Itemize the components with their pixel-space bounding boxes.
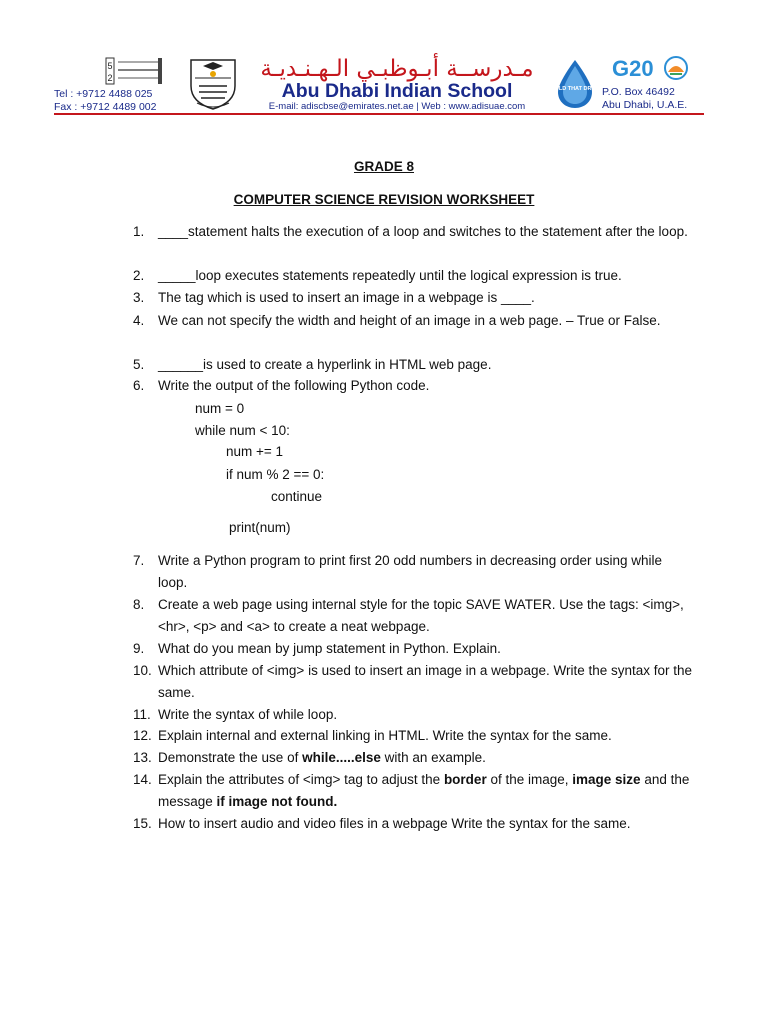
question-number: 13. xyxy=(133,750,152,765)
question-text: Write the syntax of while loop. xyxy=(158,707,338,722)
question-item xyxy=(133,550,693,594)
question-item xyxy=(133,265,693,287)
question-item xyxy=(133,704,693,726)
question-number: 7. xyxy=(133,553,145,568)
code-line: num = 0 xyxy=(195,401,245,416)
keyword-bold: image size xyxy=(572,772,641,787)
question-item xyxy=(133,638,693,660)
question-text: Write the output of the following Python code. xyxy=(158,378,430,393)
question-text: We can not specify the width and height of an image in a web page. – True or False. xyxy=(158,313,661,328)
question-number: 15. xyxy=(133,816,152,831)
email-web-line: E-mail: adiscbse@emirates.net.ae | Web : www.adisuae.com xyxy=(268,101,526,112)
letterhead-divider xyxy=(54,113,704,115)
code-line: while num < 10: xyxy=(195,423,290,438)
question-item xyxy=(133,594,693,638)
code-line: if num % 2 == 0: xyxy=(226,467,325,482)
question-item xyxy=(133,660,693,704)
question-item xyxy=(133,287,693,309)
code-line: continue xyxy=(271,489,323,504)
question-number: 11. xyxy=(133,707,151,722)
code-line: num += 1 xyxy=(226,444,284,459)
question-text: ______is used to create a hyperlink in HTML web page. xyxy=(158,357,492,372)
question-text: Explain internal and external linking in HTML. Write the syntax for the same. xyxy=(158,728,612,743)
iso-certificate-logo xyxy=(80,56,192,86)
question-text: ____statement halts the execution of a loop and switches to the statement after the loop. xyxy=(158,224,688,239)
po-box: P.O. Box 46492 xyxy=(602,86,675,98)
letterhead xyxy=(54,54,704,116)
question-number: 1. xyxy=(133,224,145,239)
question-number: 10. xyxy=(133,663,152,678)
question-text: Demonstrate the use of while.....else with an example. xyxy=(158,750,486,765)
water-drop-icon xyxy=(550,58,600,110)
question-text: How to insert audio and video files in a webpage Write the syntax for the same. xyxy=(158,816,631,831)
drop-logo-text: HOLD THAT DROP xyxy=(550,86,600,92)
keyword-bold: if image not found. xyxy=(216,794,338,809)
keyword-bold: while.....else xyxy=(302,750,381,765)
question-item xyxy=(133,354,693,376)
school-name-arabic: مـدرســة أبـوظبـي الـهـنـديـة xyxy=(260,56,534,82)
g20-logo-icon xyxy=(610,54,694,82)
telephone: Tel : +9712 4488 025 xyxy=(54,88,153,100)
question-text: Explain the attributes of <img> tag to adjust the border of the image, image size and the message if image not found. xyxy=(158,772,690,809)
worksheet-title: COMPUTER SCIENCE REVISION WORKSHEET xyxy=(233,192,535,207)
question-text: Write a Python program to print first 20 odd numbers in decreasing order using while loop. xyxy=(158,553,663,590)
question-number: 6. xyxy=(133,378,145,393)
question-number: 5. xyxy=(133,357,145,372)
keyword-bold: border xyxy=(443,772,487,787)
question-item xyxy=(133,221,693,243)
question-text: What do you mean by jump statement in Python. Explain. xyxy=(158,641,501,656)
question-number: 2. xyxy=(133,268,145,283)
school-name-english: Abu Dhabi Indian School xyxy=(281,80,513,102)
question-number: 3. xyxy=(133,290,145,305)
question-number: 8. xyxy=(133,597,145,612)
phone-fax-block xyxy=(54,88,156,114)
svg-text:5: 5 xyxy=(107,61,113,71)
question-text: The tag which is used to insert an image in a webpage is ____. xyxy=(158,290,535,305)
svg-text:2: 2 xyxy=(107,73,113,83)
grade-heading: GRADE 8 xyxy=(353,159,414,174)
postal-address xyxy=(602,86,687,112)
question-item xyxy=(133,310,693,332)
question-number: 4. xyxy=(133,313,145,328)
question-item xyxy=(133,725,693,747)
question-number: 12. xyxy=(133,728,152,743)
question-text: Which attribute of <img> is used to insert an image in a webpage. Write the syntax for the same. xyxy=(158,663,693,700)
g20-logo-text: G20 xyxy=(612,56,654,81)
fax: Fax : +9712 4489 002 xyxy=(54,101,157,113)
question-item xyxy=(133,375,693,397)
code-line: print(num) xyxy=(229,520,291,535)
question-item xyxy=(133,747,693,769)
question-item xyxy=(133,769,693,813)
question-number: 14. xyxy=(133,772,152,787)
city: Abu Dhabi, U.A.E. xyxy=(602,99,688,111)
question-item xyxy=(133,813,693,835)
question-text: Create a web page using internal style for the topic SAVE WATER. Use the tags: <img>, <hr>, <p> and <a> to create a neat webpage. xyxy=(158,597,684,634)
question-text: _____loop executes statements repeatedly until the logical expression is true. xyxy=(158,268,622,283)
question-number: 9. xyxy=(133,641,145,656)
school-crest-icon xyxy=(185,56,241,110)
